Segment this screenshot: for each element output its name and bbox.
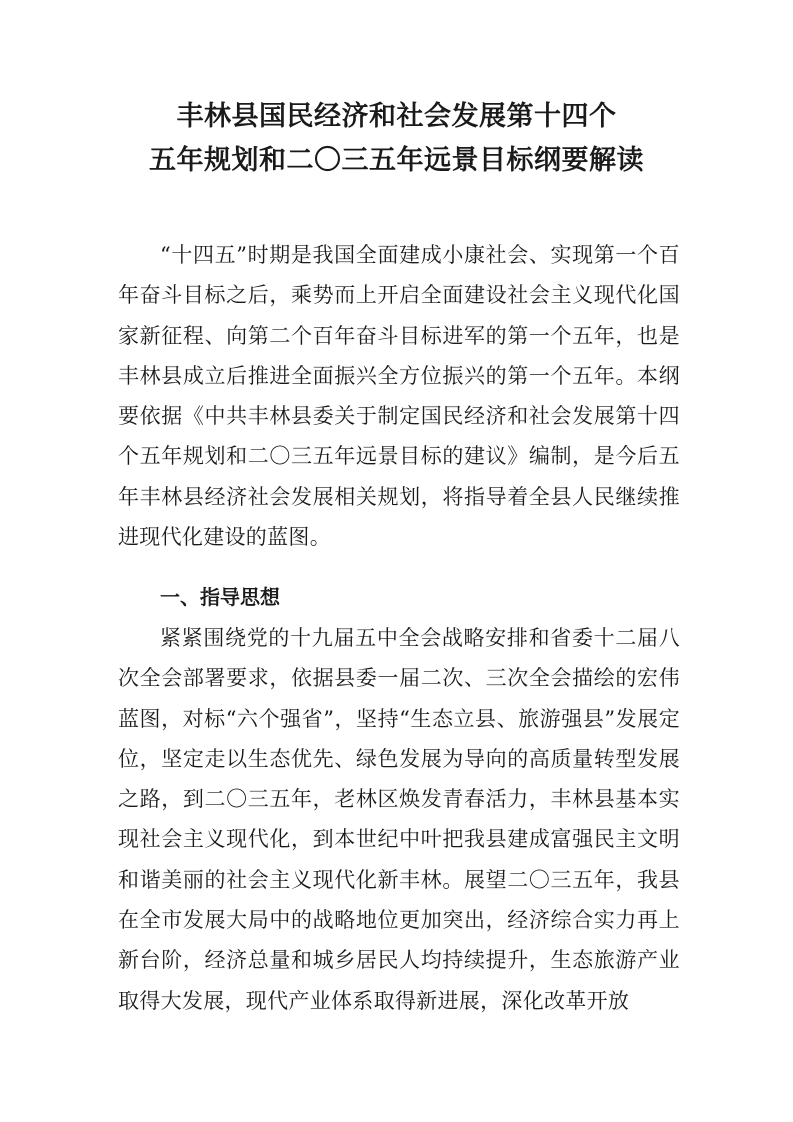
guiding-ideology-paragraph: 紧紧围绕党的十九届五中全会战略安排和省委十二届八次全会部署要求，依据县委一届二次、三次全会描绘的宏伟蓝图，对标“六个强省”，坚持“生态立县、旅游强县”发展定位，坚定走以生态优先、绿色发展为导向的高质量转型发展之路，到二〇三五年，老林区焕发青春活力，丰林县基本实现社会主义现代化，到本世纪中叶把我县建成富强民主文明和谐美丽的社会主义现代化新丰林。展望二〇三五年，我县在全市发展大局中的战略地位更加突出，经济综合实力再上新台阶，经济总量和城乡居民人均持续提升，生态旅游产业取得大发展，现代产业体系取得新进展，深化改革开放 (118, 626, 680, 1013)
document-title-line-1: 丰林县国民经济和社会发展第十四个 (176, 101, 617, 132)
intro-paragraph: “十四五”时期是我国全面建成小康社会、实现第一个百年奋斗目标之后，乘势而上开启全面建设社会主义现代化国家新征程、向第二个百年奋斗目标进军的第一个五年，也是丰林县成立后推进全面振兴全方位振兴的第一个五年。本纲要依据《中共丰林县委关于制定国民经济和社会发展第十四个五年规划和二〇三五年远景目标的建议》编制，是今后五年丰林县经济社会发展相关规划，将指导着全县人民继续推进现代化建设的蓝图。 (118, 243, 680, 550)
document-title-line-2: 五年规划和二〇三五年远景目标纲要解读 (149, 145, 644, 176)
section-heading-guiding-ideology: 一、指导思想 (160, 585, 280, 609)
